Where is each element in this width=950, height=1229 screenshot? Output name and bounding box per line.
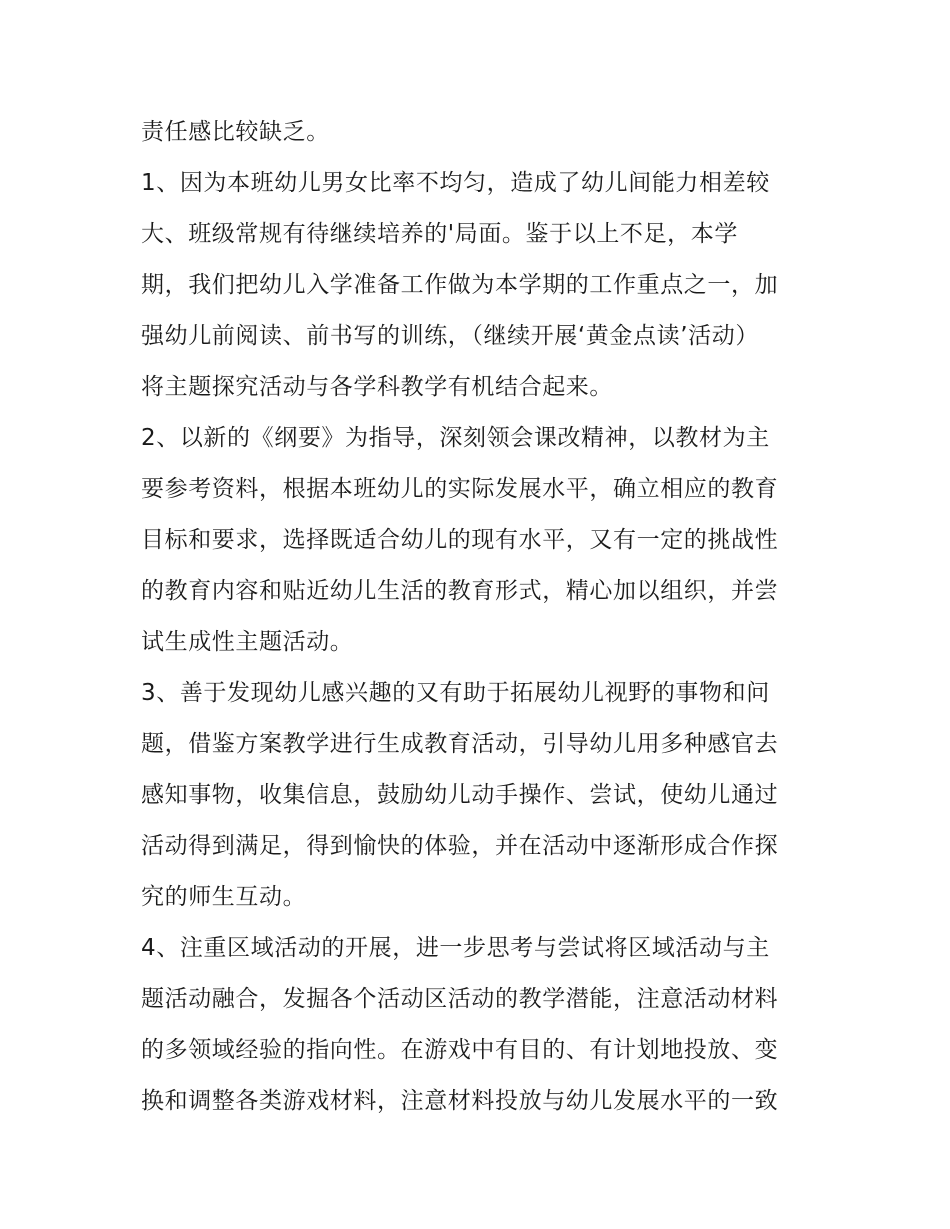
body-text	[141, 107, 821, 1127]
text-line: 活动得到满足，得到愉快的体验，并在活动中逐渐形成合作探	[141, 833, 779, 859]
text-line: 目标和要求，选择既适合幼儿的现有水平，又有一定的挑战性	[141, 527, 779, 553]
text-line: 强幼儿前阅读、前书写的训练，（继续开展‘黄金点读’活动）	[141, 323, 759, 349]
text-line: 将主题探究活动与各学科教学有机结合起来。	[141, 374, 613, 400]
text-line: 3、善于发现幼儿感兴趣的又有助于拓展幼儿视野的事物和问	[141, 680, 770, 706]
text-line: 感知事物，收集信息，鼓励幼儿动手操作、尝试，使幼儿通过	[141, 782, 779, 808]
text-line: 试生成性主题活动。	[141, 629, 354, 655]
text-line: 的多领域经验的指向性。在游戏中有目的、有计划地投放、变	[141, 1037, 779, 1063]
text-line: 要参考资料，根据本班幼儿的实际发展水平，确立相应的教育	[141, 476, 779, 502]
text-line: 责任感比较缺乏。	[141, 119, 330, 145]
text-line: 期，我们把幼儿入学准备工作做为本学期的工作重点之一，加	[141, 272, 779, 298]
text-line: 换和调整各类游戏材料，注意材料投放与幼儿发展水平的一致	[141, 1088, 779, 1114]
text-line: 题活动融合，发掘各个活动区活动的教学潜能，注意活动材料	[141, 986, 779, 1012]
text-line: 究的师生互动。	[141, 884, 307, 910]
text-line: 大、班级常规有待继续培养的'局面。鉴于以上不足，本学	[141, 221, 738, 247]
text-line: 的教育内容和贴近幼儿生活的教育形式，精心加以组织，并尝	[141, 578, 779, 604]
text-line: 1、因为本班幼儿男女比率不均匀，造成了幼儿间能力相差较	[141, 170, 770, 196]
text-line: 2、以新的《纲要》为指导，深刻领会课改精神，以教材为主	[141, 425, 770, 451]
text-line: 题，借鉴方案教学进行生成教育活动，引导幼儿用多种感官去	[141, 731, 779, 757]
text-line: 4、注重区域活动的开展，进一步思考与尝试将区域活动与主	[141, 935, 770, 961]
